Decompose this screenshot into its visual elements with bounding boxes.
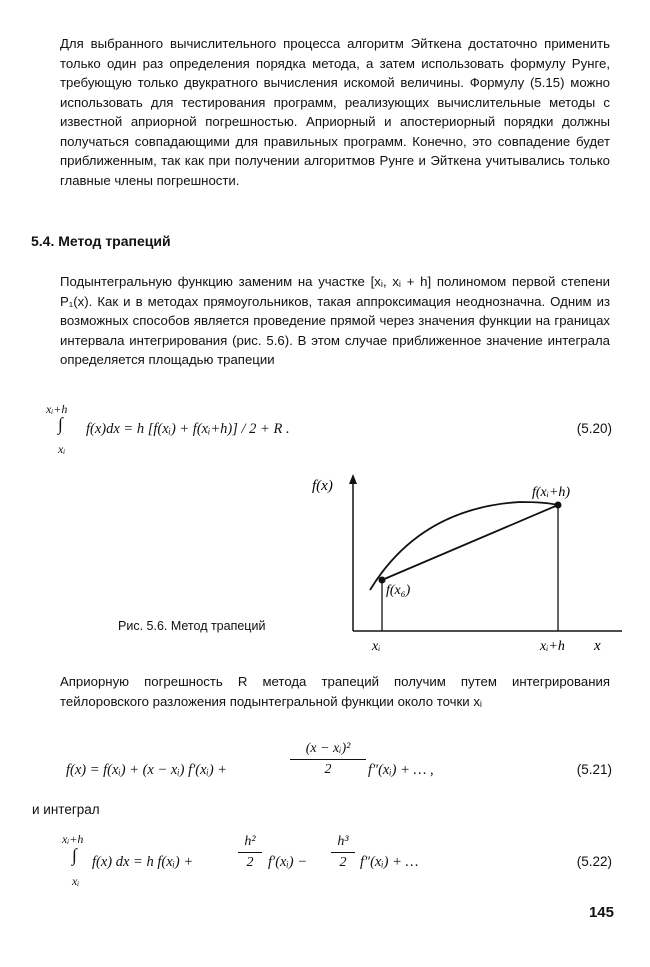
y-axis-label: f(x) [312, 478, 333, 494]
fraction-1-numerator: h² [244, 834, 256, 849]
fraction-denominator: 2 [324, 762, 332, 777]
fraction-2 [331, 834, 355, 871]
left-tick-label: xᵢ [372, 639, 381, 654]
integral-sign: ∫ [58, 414, 63, 434]
equation-left: f(x) dx = h f(xᵢ) + [92, 854, 194, 870]
left-point-label: f(x₆) [386, 583, 411, 598]
fraction-bar [290, 759, 366, 760]
equation-right: f″(xᵢ) + … [360, 854, 419, 870]
upper-limit: xᵢ+h [62, 832, 84, 846]
left-point [379, 577, 386, 584]
right-tick-label: xᵢ+h [540, 639, 565, 654]
fraction-1-denominator: 2 [246, 855, 254, 870]
method-paragraph: Подынтегральную функцию заменим на участке [xᵢ, xᵢ + h] полиномом первой степени P₁(x). Как и в методах прямоугольников, такая аппроксимация неоднозначна. Одним из возможных способов является проведение прямой через значения функции на границах интервала интегрирования (рис. 5.6). В этом случае приближенное значение интеграла определяется площадью трапеции [60, 274, 610, 367]
fraction-numerator: (x − xᵢ)² [305, 741, 351, 756]
page-number: 145 [588, 904, 614, 921]
fraction-1-bar [238, 852, 262, 853]
y-axis-arrow [349, 474, 357, 484]
and-integral-text: и интеграл [32, 802, 100, 817]
chord-line [382, 505, 558, 580]
equation-number: (5.20) [576, 421, 612, 436]
right-point-label: f(xᵢ+h) [532, 485, 571, 500]
x-axis-label: x [594, 638, 601, 654]
intro-paragraph: Для выбранного вычислительного процесса алгоритм Эйткена достаточно применить только один раз определения порядка метода, а затем использовать формулу Рунге, требующую только двукратного вычисления искомой величины. Формулу (5.15) можно использовать для тестирования программ, реализующих вычислительные методы с известной априорной погрешностью. Априорный и апостериорный порядки должны получаться совпадающими для правильных программ. Конечно, это совпадение будет приближенным, так как при получении алгоритмов Рунге и Эйткена учитывались только главные члены погрешности. [60, 36, 610, 188]
equation-mid: f′(xᵢ) − [268, 854, 307, 870]
integral-sign: ∫ [72, 845, 77, 865]
trapezoid-figure [300, 468, 630, 658]
lower-limit: xᵢ [72, 874, 80, 888]
upper-limit: xᵢ+h [46, 402, 68, 416]
fraction [290, 741, 366, 778]
equation-left: f(x) = f(xᵢ) + (x − xᵢ) f′(xᵢ) + [66, 762, 228, 778]
equation-number: (5.22) [576, 854, 612, 869]
equation-body: f(x)dx = h [f(xᵢ) + f(xᵢ+h)] / 2 + R . [86, 421, 290, 437]
right-point [555, 502, 562, 509]
fraction-2-bar [331, 852, 355, 853]
figure-caption: Рис. 5.6. Метод трапеций [118, 619, 266, 633]
fraction-2-numerator: h³ [337, 834, 349, 849]
fraction-2-denominator: 2 [339, 855, 347, 870]
section-heading: 5.4. Метод трапеций [31, 233, 171, 249]
lower-limit: xᵢ [58, 442, 66, 456]
equation-number: (5.21) [576, 762, 612, 777]
equation-right: f″(xᵢ) + … , [368, 762, 434, 778]
error-paragraph: Априорную погрешность R метода трапеций получим путем интегрирования тейлоровского разложения подынтегральной функции около точки xᵢ [60, 674, 610, 709]
fraction-1 [238, 834, 262, 871]
